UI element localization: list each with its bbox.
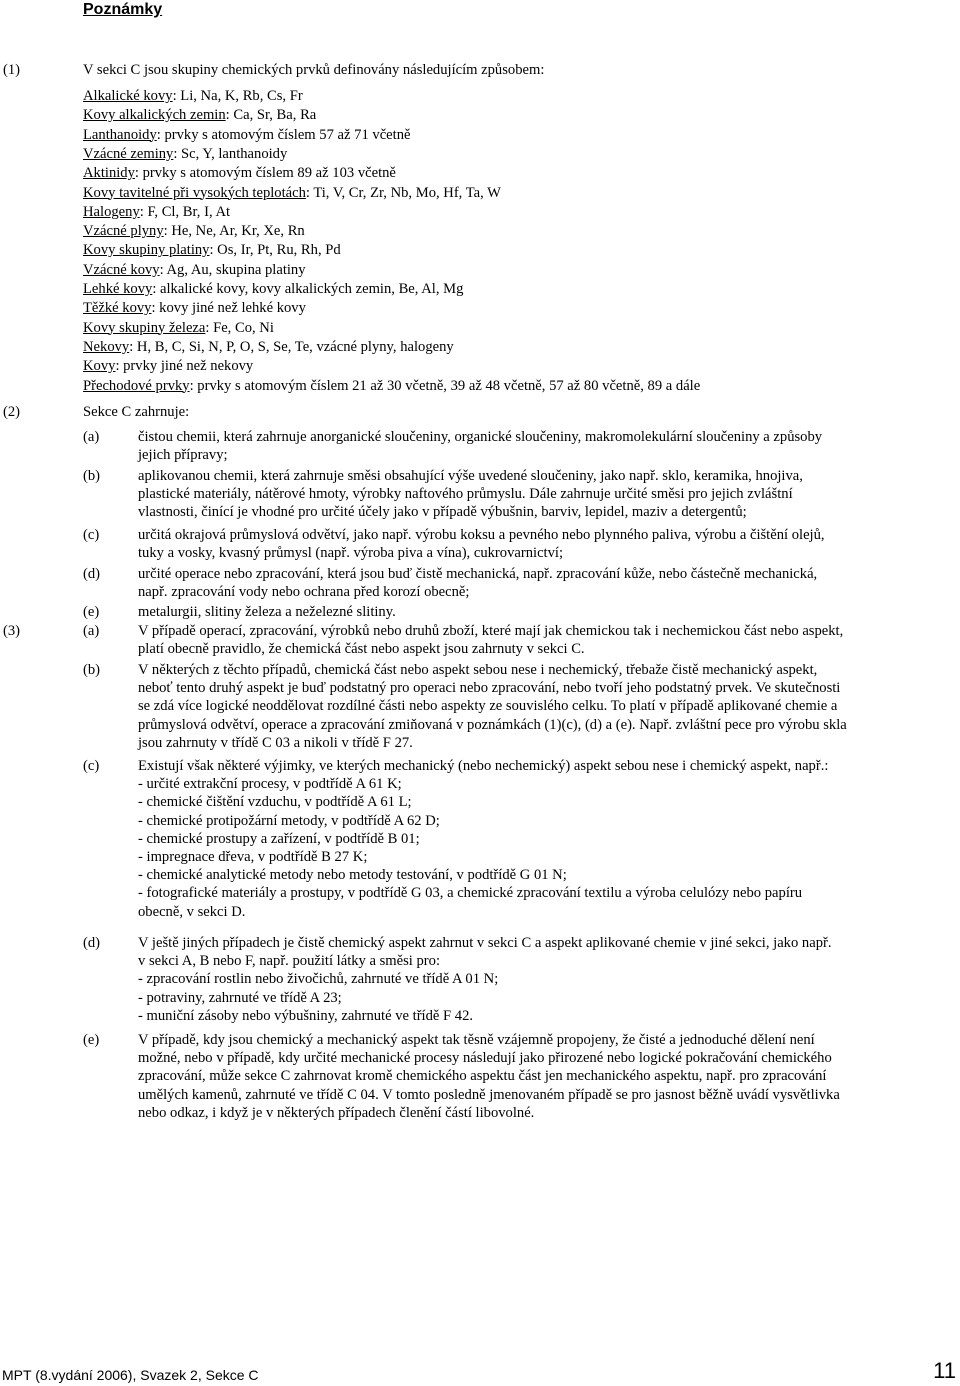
text-line: se zdá více logické neoddělovat rozdílné části nebo aspekty ze souvislého celku. To platí v případě aplikované chemie a	[138, 698, 838, 715]
definition-item	[83, 222, 305, 240]
definition-term: Nekovy	[83, 338, 130, 355]
note-number: (1)	[3, 62, 21, 78]
note-number: (3)	[3, 623, 21, 639]
text-line: v sekci A, B nebo F, např. použití látky a směsi pro:	[138, 953, 441, 970]
footer-source: MPT (8.vydání 2006), Svazek 2, Sekce C	[2, 1367, 259, 1383]
definition-item	[83, 164, 396, 182]
definition-term: Aktinidy	[83, 165, 135, 182]
note-2-item-label: (d)	[83, 566, 101, 582]
text-line: metalurgii, slitiny železa a neželezné slitiny.	[138, 604, 396, 620]
definition-text: : Os, Ir, Pt, Ru, Rh, Pd	[209, 242, 341, 259]
text-line: - muniční zásoby nebo výbušniny, zahrnuté ve třídě F 42.	[138, 1007, 474, 1024]
page-title: Poznámky	[83, 1, 163, 18]
definition-term: Vzácné plyny	[83, 223, 164, 240]
definition-text: : Ca, Sr, Ba, Ra	[225, 107, 317, 124]
text-line: - impregnace dřeva, v podtřídě B 27 K;	[138, 849, 368, 866]
definition-text: : F, Cl, Br, I, At	[139, 203, 231, 220]
note-2-item-label: (a)	[83, 429, 100, 445]
note-3-item-label: (c)	[83, 758, 100, 774]
definition-item	[83, 319, 274, 337]
definition-term: Kovy skupiny platiny	[83, 242, 210, 259]
definition-term: Kovy tavitelné při vysokých teplotách	[83, 184, 306, 201]
text-line: - zpracování rostlin nebo živočichů, zahrnuté ve třídě A 01 N;	[138, 971, 499, 988]
text-line: V případě operací, zpracování, výrobků nebo druhů zboží, které mají jak chemickou tak i nechemickou část nebo aspekt,	[138, 623, 844, 639]
definition-text: : alkalické kovy, kovy alkalických zemin, Be, Al, Mg	[152, 281, 464, 297]
text-line: plastické materiály, nátěrové hmoty, výrobky naftového průmyslu. Dále zahrnuje určité směsi pro jejich zvláštní	[138, 486, 793, 503]
definition-item	[83, 261, 306, 279]
note-3-item-label: (d)	[83, 935, 101, 951]
definition-text: : prvky s atomovým číslem 57 až 71 včetně	[156, 126, 411, 143]
text-line: - určité extrakční procesy, v podtřídě A 61 K;	[138, 776, 402, 793]
note-2-item-text	[138, 467, 960, 522]
text-line: - chemické prostupy a zařízení, v podtřídě B 01;	[138, 830, 420, 847]
definition-term: Těžké kovy	[83, 300, 152, 317]
note-3-item-text	[138, 757, 960, 921]
text-line: nebo odkaz, i když je v některých případech členění částí libovolné.	[138, 1104, 535, 1121]
definition-text: : Sc, Y, lanthanoidy	[173, 145, 288, 162]
definition-item	[83, 299, 306, 317]
note-3-item-label: (b)	[83, 662, 101, 678]
definition-term: Alkalické kovy	[83, 88, 173, 104]
note-2-item-label: (e)	[83, 604, 100, 620]
definition-text: : H, B, C, Si, N, P, O, S, Se, Te, vzácné plyny, halogeny	[129, 338, 454, 355]
definition-item	[83, 377, 700, 395]
definition-item	[83, 280, 463, 298]
text-line: Existují však některé výjimky, ve kterých mechanický (nebo nechemický) aspekt sebou nese i chemický aspekt, např.:	[138, 758, 829, 774]
definition-term: Kovy skupiny železa	[83, 319, 206, 336]
note-number: (2)	[3, 404, 21, 420]
note-3-item-text	[138, 661, 960, 752]
definition-text: : prvky s atomovým číslem 89 až 103 včetně	[134, 165, 396, 182]
text-line: zpracování, může sekce C zahrnovat kromě chemického aspektu část jen mechanického aspektu, např. pro zpracování	[138, 1068, 827, 1085]
definition-text: : Ti, V, Cr, Zr, Nb, Mo, Hf, Ta, W	[305, 184, 501, 201]
definition-item	[83, 241, 341, 259]
text-line: např. zpracování vody nebo ochrana před korozí obecně;	[138, 584, 470, 601]
text-line: - chemické protipožární metody, v podtřídě A 62 D;	[138, 812, 440, 829]
text-line: možné, nebo v případě, kdy určité mechanické procesy následují jako přirozené nebo logické pokračování chemického	[138, 1050, 832, 1067]
note-2-item-text	[138, 565, 960, 601]
text-line: - chemické čištění vzduchu, v podtřídě A 61 L;	[138, 794, 412, 811]
text-line: obecně, v sekci D.	[138, 903, 246, 920]
definition-text: : prvky jiné než nekovy	[115, 358, 254, 375]
note-3-item-text	[138, 622, 960, 658]
text-line: - chemické analytické metody nebo metody testování, v podtřídě G 01 N;	[138, 867, 567, 884]
text-line: průmyslová odvětví, operace a zpracování zmiňovaná v poznámkách (1)(c), (d) a (e). Např. zvláštní pece pro výrobu skla	[138, 716, 847, 733]
note-2-item-label: (b)	[83, 468, 101, 484]
definition-text: : Ag, Au, skupina platiny	[159, 261, 306, 278]
definition-item	[83, 87, 303, 105]
text-line: jsou zahrnuty v třídě C 03 a nikoli v třídě F 27.	[138, 734, 413, 751]
text-line: určitá okrajová průmyslová odvětví, jako např. výrobu koksu a pevného nebo plynného paliva, výrobu a čištění olejů,	[138, 527, 825, 543]
note-2-item-text	[138, 526, 960, 562]
note-2-intro: Sekce C zahrnuje:	[83, 404, 190, 420]
note-3-item-label: (a)	[83, 623, 100, 639]
definition-term: Halogeny	[83, 203, 140, 220]
text-line: čistou chemii, která zahrnuje anorganické sloučeniny, organické sloučeniny, makromolekulární sloučeniny a způsoby	[138, 429, 823, 445]
definition-text: : kovy jiné než lehké kovy	[151, 300, 306, 317]
definition-item	[83, 338, 454, 356]
text-line: tuky a vosky, kvasný průmysl (např. výroba piva a vína), cukrovarnictví;	[138, 545, 564, 562]
definition-item	[83, 357, 253, 375]
text-line: platí obecně pravidlo, že chemická část nebo aspekt jsou zahrnuty v sekci C.	[138, 641, 585, 658]
text-line: V některých z těchto případů, chemická část nebo aspekt sebou nese i nechemický, třebaže čistě mechanický aspekt,	[138, 662, 818, 678]
definition-term: Lehké kovy	[83, 281, 153, 297]
text-line: aplikovanou chemii, která zahrnuje směsi obsahující výše uvedené sloučeniny, jako např. sklo, keramika, hnojiva,	[138, 468, 803, 484]
note-1-intro: V sekci C jsou skupiny chemických prvků definovány následujícím způsobem:	[83, 62, 545, 78]
text-line: jejich přípravy;	[138, 447, 228, 464]
definition-term: Vzácné kovy	[83, 261, 160, 278]
footer-page-number: 11	[933, 1358, 956, 1383]
definition-item	[83, 203, 230, 221]
note-2-item-label: (c)	[83, 527, 100, 543]
note-2-item-text	[138, 428, 960, 464]
definition-text: : Fe, Co, Ni	[205, 319, 274, 336]
note-3-item-text	[138, 934, 960, 1025]
definition-item	[83, 126, 410, 144]
text-line: určité operace nebo zpracování, která jsou buď čistě mechanická, např. zpracování kůže, nebo částečně mechanická,	[138, 566, 818, 582]
definition-term: Kovy	[83, 358, 116, 375]
definition-term: Přechodové prvky	[83, 377, 190, 394]
text-line: - potraviny, zahrnuté ve třídě A 23;	[138, 989, 342, 1006]
definition-text: : He, Ne, Ar, Kr, Xe, Rn	[163, 223, 305, 240]
definition-term: Kovy alkalických zemin	[83, 107, 226, 124]
definition-item	[83, 184, 501, 202]
definition-text: : Li, Na, K, Rb, Cs, Fr	[172, 88, 303, 104]
definition-item	[83, 106, 316, 124]
text-line: neboť tento druhý aspekt je buď podstatný pro operaci nebo zpracování, nebo tvoří jeho podstatný prvek. Ve skutečnosti	[138, 680, 841, 697]
definition-term: Vzácné zeminy	[83, 145, 174, 162]
text-line: V případě, kdy jsou chemický a mechanický aspekt tak těsně vzájemně propojeny, že čisté a jednoduché dělení není	[138, 1032, 815, 1048]
text-line: - fotografické materiály a prostupy, v podtřídě G 03, a chemické zpracování textilu a výroba celulózy nebo papíru	[138, 885, 803, 902]
definition-item	[83, 145, 287, 163]
definition-text: : prvky s atomovým číslem 21 až 30 včetně, 39 až 48 včetně, 57 až 80 včetně, 89 a dále	[189, 377, 701, 394]
note-3-item-text	[138, 1031, 960, 1122]
text-line: V ještě jiných případech je čistě chemický aspekt zahrnut v sekci C a aspekt aplikované chemie v jiné sekci, jako např.	[138, 935, 832, 951]
note-2-item-text	[138, 603, 960, 621]
text-line: umělých kamenů, zahrnuté ve třídě C 04. V tomto posledně jmenovaném případě se pro jasnost běžně uvádí vysvětlivka	[138, 1086, 840, 1103]
note-3-item-label: (e)	[83, 1032, 100, 1048]
text-line: vlastnosti, činící je vhodné pro určité účely jako v případě výbušnin, barviv, lepidel, maziv a detergentů;	[138, 504, 747, 521]
definition-term: Lanthanoidy	[83, 126, 157, 143]
